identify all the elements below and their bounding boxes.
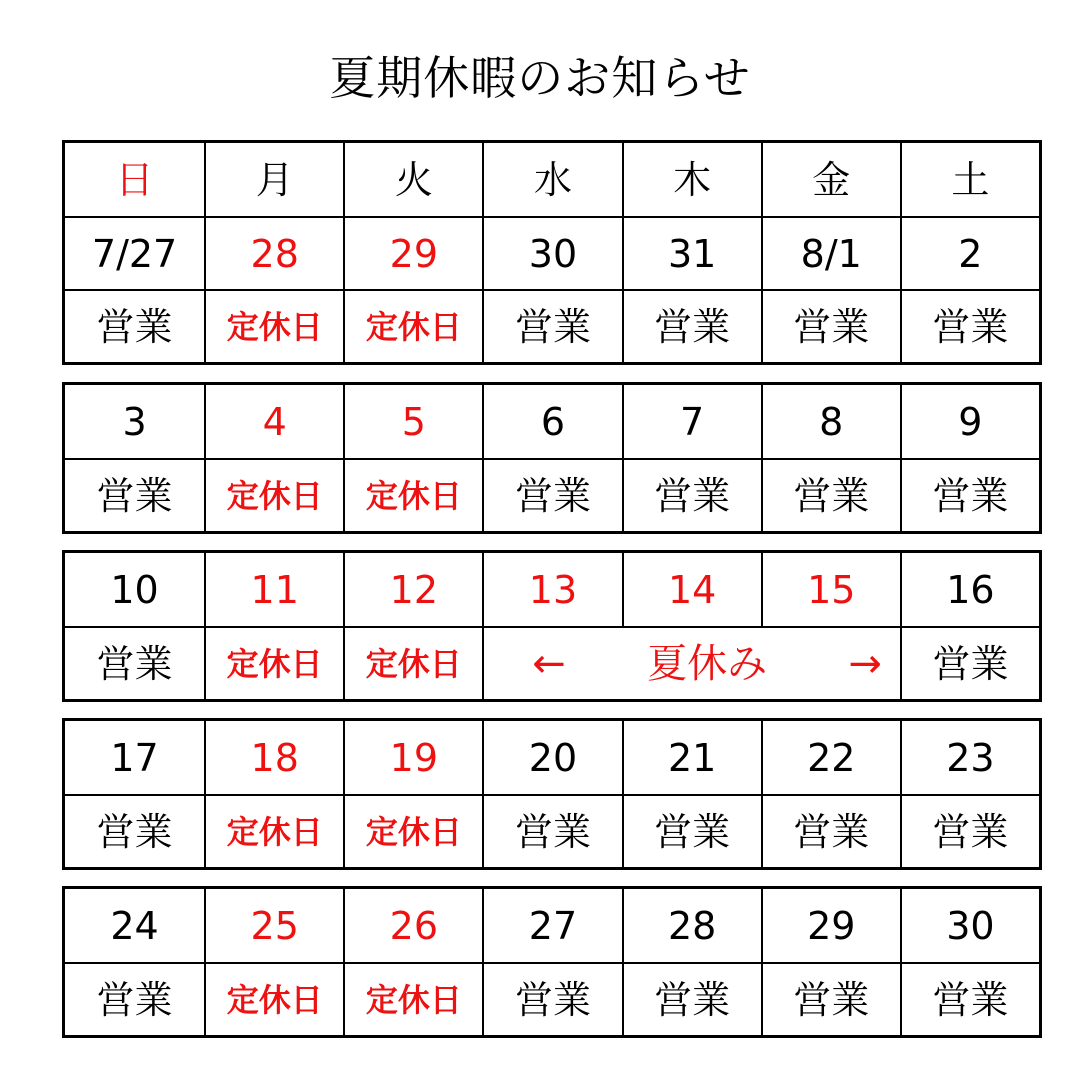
weekday-header-cell: 火 (343, 143, 482, 216)
date-cell: 14 (622, 553, 761, 626)
date-cell: 24 (110, 903, 159, 948)
weekday-header-cell: 木 (622, 143, 761, 216)
date-cell: 18 (204, 721, 343, 794)
date-cell: 4 (204, 385, 343, 458)
status-closed-cell: 定休日 (204, 460, 343, 531)
date-row (65, 216, 1039, 289)
date-row (65, 889, 1039, 962)
date-cell: 13 (482, 553, 621, 626)
status-open-cell: 営業 (900, 628, 1039, 699)
status-row (65, 962, 1039, 1035)
status-open-cell: 営業 (96, 304, 173, 349)
calendar-week-block (62, 382, 1042, 534)
date-cell: 21 (622, 721, 761, 794)
status-open-cell: 営業 (622, 796, 761, 867)
date-row (65, 385, 1039, 458)
calendar-week-block (62, 718, 1042, 870)
date-cell: 29 (343, 218, 482, 289)
date-cell: 17 (110, 735, 159, 780)
status-open-cell: 営業 (622, 964, 761, 1035)
arrow-left-icon: ← (532, 640, 566, 687)
date-cell: 29 (761, 889, 900, 962)
weekday-header-cell: 月 (204, 143, 343, 216)
date-cell: 28 (622, 889, 761, 962)
date-cell: 23 (900, 721, 1039, 794)
status-row (65, 794, 1039, 867)
status-open-cell: 営業 (622, 460, 761, 531)
date-cell: 2 (900, 218, 1039, 289)
status-closed-cell: 定休日 (343, 291, 482, 362)
weekday-header-cell: 土 (900, 143, 1039, 216)
status-row (65, 626, 1039, 699)
status-closed-cell: 定休日 (343, 460, 482, 531)
date-cell: 31 (622, 218, 761, 289)
status-open-cell: 営業 (900, 964, 1039, 1035)
status-row (65, 458, 1039, 531)
date-cell: 28 (204, 218, 343, 289)
status-open-cell: 営業 (482, 964, 621, 1035)
status-row (65, 289, 1039, 362)
calendar-week-block (62, 140, 1042, 365)
weekday-header-cell: 金 (761, 143, 900, 216)
date-row (65, 553, 1039, 626)
status-closed-cell: 定休日 (343, 796, 482, 867)
summer-vacation-span (482, 628, 900, 699)
date-cell: 19 (343, 721, 482, 794)
status-open-cell: 営業 (761, 291, 900, 362)
status-open-cell: 営業 (96, 809, 173, 854)
status-closed-cell: 定休日 (204, 628, 343, 699)
status-open-cell: 営業 (900, 460, 1039, 531)
date-cell: 7 (622, 385, 761, 458)
calendar-week-block (62, 886, 1042, 1038)
arrow-right-icon: → (848, 640, 882, 687)
status-open-cell: 営業 (482, 291, 621, 362)
date-cell: 20 (482, 721, 621, 794)
status-open-cell: 営業 (482, 460, 621, 531)
date-cell: 26 (343, 889, 482, 962)
status-closed-cell: 定休日 (343, 964, 482, 1035)
date-row (65, 721, 1039, 794)
weekday-header-row (65, 143, 1039, 216)
status-closed-cell: 定休日 (204, 796, 343, 867)
calendar-week-block (62, 550, 1042, 702)
summer-vacation-label: 夏休み (647, 640, 768, 687)
date-cell: 3 (122, 399, 147, 444)
date-cell: 27 (482, 889, 621, 962)
status-closed-cell: 定休日 (343, 628, 482, 699)
page-title: 夏期休暇のお知らせ (329, 51, 751, 105)
date-cell: 9 (900, 385, 1039, 458)
status-open-cell: 営業 (761, 964, 900, 1035)
status-open-cell: 営業 (900, 291, 1039, 362)
date-cell: 8 (761, 385, 900, 458)
date-cell: 30 (900, 889, 1039, 962)
status-open-cell: 営業 (96, 473, 173, 518)
date-cell: 16 (900, 553, 1039, 626)
date-cell: 5 (343, 385, 482, 458)
date-cell: 10 (110, 567, 159, 612)
status-open-cell: 営業 (900, 796, 1039, 867)
date-cell: 12 (343, 553, 482, 626)
status-open-cell: 営業 (96, 977, 173, 1022)
weekday-header-cell: 日 (115, 157, 154, 202)
status-open-cell: 営業 (761, 796, 900, 867)
status-open-cell: 営業 (761, 460, 900, 531)
date-cell: 7/27 (91, 231, 178, 276)
status-open-cell: 営業 (622, 291, 761, 362)
status-open-cell: 営業 (96, 641, 173, 686)
status-closed-cell: 定休日 (204, 964, 343, 1035)
date-cell: 6 (482, 385, 621, 458)
status-open-cell: 営業 (482, 796, 621, 867)
date-cell: 11 (204, 553, 343, 626)
date-cell: 8/1 (761, 218, 900, 289)
date-cell: 30 (482, 218, 621, 289)
weekday-header-cell: 水 (482, 143, 621, 216)
date-cell: 15 (761, 553, 900, 626)
date-cell: 22 (761, 721, 900, 794)
status-closed-cell: 定休日 (204, 291, 343, 362)
date-cell: 25 (204, 889, 343, 962)
